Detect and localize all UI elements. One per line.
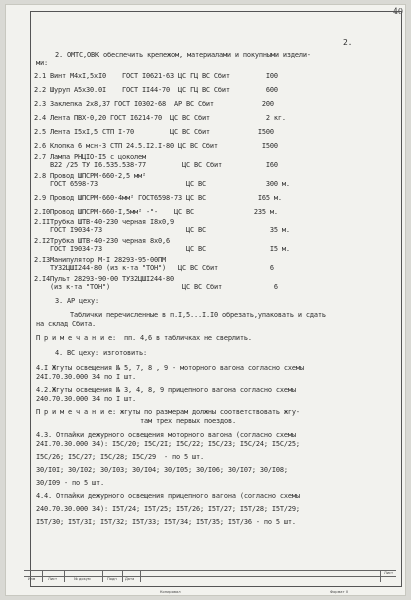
caption-izm: Изм xyxy=(28,577,36,581)
text-line-l41: I5Т/30; I5Т/3I; I5Т/32; I5Т/33; I5Т/34; I5Т/35; I5Т/36 - по 5 шт. xyxy=(36,518,296,526)
copied-note: Копировал xyxy=(160,590,181,594)
text-line-l11: 2.8 Провод ШПСРМ-660-2,5 мм² xyxy=(34,172,146,180)
text-line-l19: 2.I3Манипулятор М-I 2829З-95-00ПМ xyxy=(34,256,166,264)
text-line-l34: 4.3. Отпайки дежурного освещения моторного вагона (согласно схемы xyxy=(36,431,296,439)
text-line-l05: 2.3 Заклепка 2х8,37 ГОСТ I0302-68 АР ВС Сбит 200 xyxy=(34,100,274,108)
title-block-divider xyxy=(42,570,43,582)
caption-signature: Подп xyxy=(107,577,117,581)
title-block-divider xyxy=(64,570,65,582)
text-line-l23: 3. АР цеху: xyxy=(55,297,99,305)
text-line-l39: 4.4. Отпайки дежурного освещения прицепного вагона (согласно схемы xyxy=(36,492,300,500)
text-line-l02: ми: xyxy=(36,59,48,67)
text-line-l28: 4.I Жгуты освещения № 5, 7, 8 , 9 - моторного вагона согласно схемы xyxy=(36,364,304,372)
title-block-divider xyxy=(380,570,381,582)
text-line-l38: 30/I09 - по 5 шт. xyxy=(36,479,104,487)
text-line-l14: 2.I0Провод ШПСРМ-660-I,5мм² -"- ЦС ВС 235 м. xyxy=(34,208,278,216)
text-line-l35: 24I.70.30.000 34): I5С/20; I5С/2I; I5С/22; I5С/23; I5С/24; I5С/25; xyxy=(36,440,300,448)
text-line-l18: ГОСТ I9034-73 ЦС ВС I5 м. xyxy=(50,245,290,253)
caption-sheet: Лист xyxy=(384,571,394,575)
text-line-l21: 2.I4Пульт 2829З-90-00 ТУ32ЦШI244-80 xyxy=(34,275,174,283)
page-number: 2. xyxy=(343,38,353,47)
text-line-l04: 2.2 Шуруп А5х30.0I ГОСТ II44-70 ЦС ГЦ ВС Сбит 600 xyxy=(34,86,278,94)
text-line-l12: ГОСТ 6598-73 ЦС ВС 300 м. xyxy=(50,180,290,188)
text-line-l16: ГОСТ I9034-73 ЦС ВС 35 м. xyxy=(50,226,290,234)
text-line-l03: 2.1 Винт М4хI,5хI0 ГОСТ I0621-63 ЦС ГЦ ВС Сбит I00 xyxy=(34,72,278,80)
corner-page-mark: 40 xyxy=(392,7,403,16)
text-line-l30: 4.2.Жгуты освещения № 3, 4, 8, 9 прицепного вагона согласно схемы xyxy=(36,386,296,394)
text-line-l08: 2.6 Клопка 6 мсн-3 СТП 24.5.I2.I-80 ЦС ВС Сбит I500 xyxy=(34,142,278,150)
text-line-l25: на склад Сбита. xyxy=(36,320,96,328)
title-block-divider xyxy=(140,570,141,582)
text-line-l01: 2. ОМТС,ОВК обеспечить крепежом, материалами и покупными издели- xyxy=(55,51,311,59)
text-line-l20: ТУ32ЦШI244-80 (из к-та "ТОН") ЦС ВС Сбит 6 xyxy=(50,264,274,272)
text-line-l07: 2.5 Лента I5хI,5 СТП I-70 ЦС ВС Сбит I500 xyxy=(34,128,274,136)
format-note: Формат II xyxy=(330,590,348,594)
title-block-divider xyxy=(122,570,123,582)
text-line-l15: 2.IIТрубка ШТВ-40-230 черная I8х0,9 xyxy=(34,218,174,226)
title-block-divider xyxy=(102,570,103,582)
title-block-top-line xyxy=(24,570,396,571)
text-line-l37: 30/I0I; 30/I02; 30/I03; 30/I04; 30/I05; 30/I06; 30/I07; 30/I08; xyxy=(36,466,288,474)
title-block xyxy=(24,570,396,582)
caption-list: Лист xyxy=(48,577,58,581)
text-line-l40: 240.70.30.000 34): I5Т/24; I5Т/25; I5Т/26; I5Т/27; I5Т/28; I5Т/29; xyxy=(36,505,300,513)
caption-doc-number: № докум xyxy=(74,577,91,581)
text-line-l31: 240.70.30.000 34 по I шт. xyxy=(36,395,136,403)
text-line-l10: В22 /25 ТУ I6.535.538-77 ЦС ВС Сбит I60 xyxy=(50,161,278,169)
text-line-l22: (из к-та "ТОН") ЦС ВС Сбит 6 xyxy=(50,283,278,291)
text-line-l24: Таблички перечисленные в п.I,5...I.I0 обрезать,упаковать и сдать xyxy=(70,311,326,319)
text-line-l06: 2.4 Лента ПВХ-0,20 ГОСТ I6214-70 ЦС ВС Сбит 2 кг. xyxy=(34,114,286,122)
text-line-l36: I5С/26; I5С/27; I5С/28; I5С/29 - по 5 шт. xyxy=(36,453,204,461)
text-line-l33: там трех первых поездов. xyxy=(140,417,236,425)
text-line-l32: П р и м е ч а н и е: жгуты по размерам должны соответствовать жгу- xyxy=(36,408,300,416)
text-line-l09: 2.7 Лампа РНЦIO-I5 с цоколем xyxy=(34,153,146,161)
caption-date: Дата xyxy=(125,577,135,581)
text-line-l17: 2.I2Трубка ШТВ-40-230 черная 8х0,6 xyxy=(34,237,170,245)
text-line-l26: П р и м е ч а н и е: пп. 4,6 в табличках не сверлить. xyxy=(36,334,252,342)
text-line-l29: 24I.70.30.000 34 по I шт. xyxy=(36,373,136,381)
text-line-l27: 4. ВС цеху: изготовить: xyxy=(55,349,147,357)
text-line-l13: 2.9 Провод ШПСРМ-660-4мм² ГОСТ6598-73 ЦС ВС I65 м. xyxy=(34,194,282,202)
